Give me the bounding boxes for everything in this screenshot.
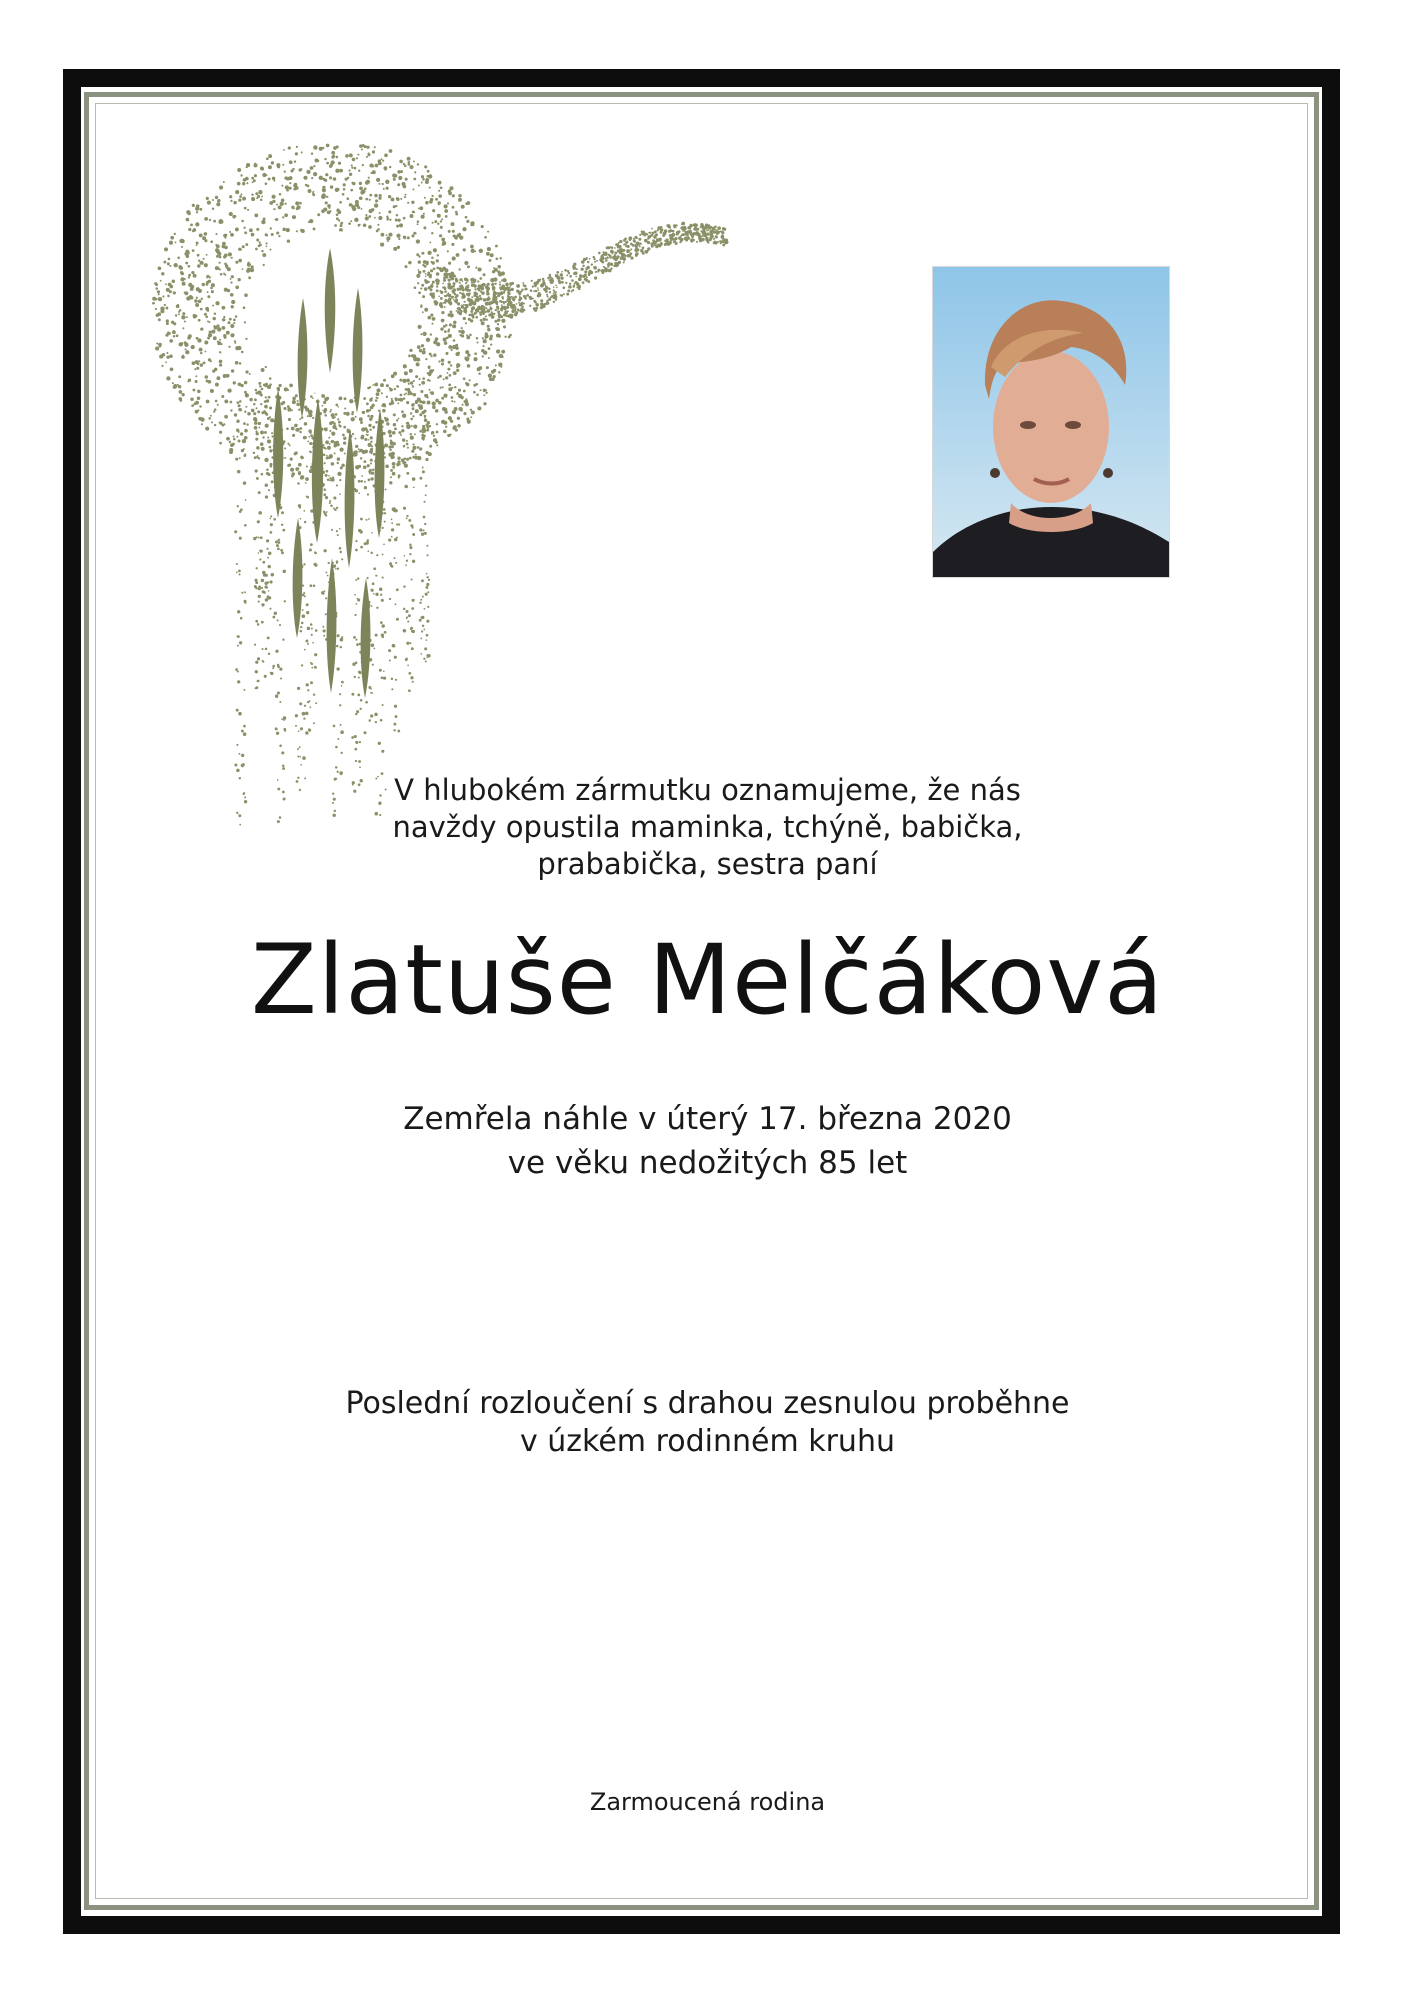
deceased-name: Zlatuše Melčáková [250,924,1165,1036]
death-details [100,1097,1315,1185]
death-line: Zemřela náhle v úterý 17. března 2020 [403,1101,1012,1137]
intro-line: navždy opustila maminka, tchýně, babička, [392,810,1023,844]
intro-line: prababička, sestra paní [537,847,878,881]
signature: Zarmoucená rodina [589,1788,826,1816]
farewell-line: Poslední rozloučení s drahou zesnulou proběhne [345,1386,1070,1421]
intro-line: V hlubokém zármutku oznamujeme, že nás [394,773,1021,807]
announcement-intro [100,772,1315,883]
farewell-details [100,1385,1315,1461]
candle-flame-ornament-icon [118,138,738,828]
portrait-photo [932,266,1170,578]
death-line: ve věku nedožitých 85 let [507,1145,908,1181]
farewell-line: v úzkém rodinném kruhu [520,1424,895,1459]
